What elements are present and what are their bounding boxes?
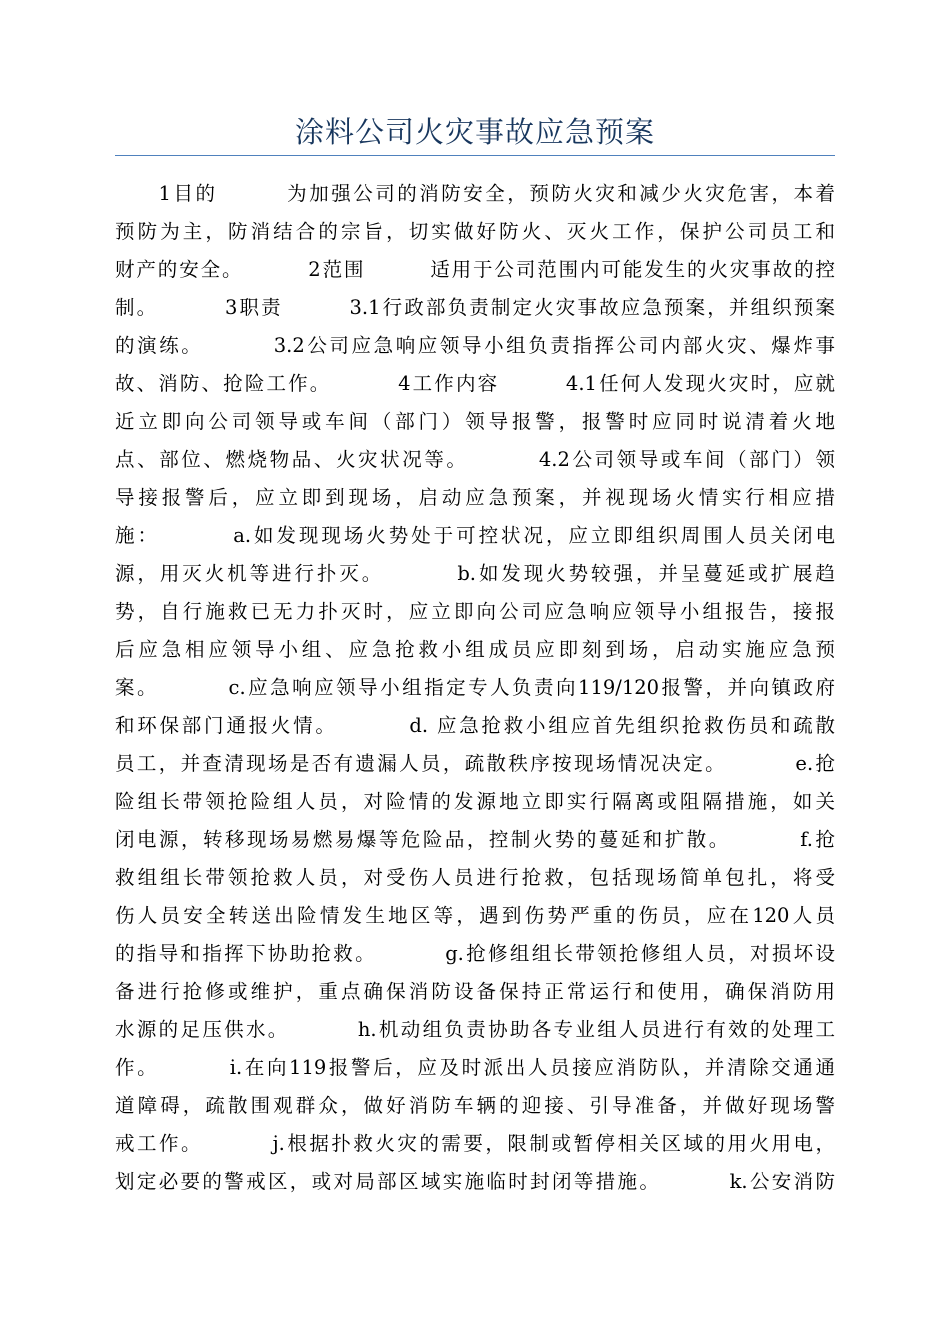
- body-line: 救组组长带领抢救人员，对受伤人员进行抢救，包括现场简单包扎，将受: [115, 866, 835, 889]
- body-line: 案。 c.应急响应领导小组指定专人负责向119/120报警，并向镇政府: [115, 676, 835, 699]
- body-line: 险组长带领抢险组人员，对险情的发源地立即实行隔离或阻隔措施，如关: [115, 790, 835, 813]
- body-line: 的指导和指挥下协助抢救。 g.抢修组组长带领抢修组人员，对损坏设: [115, 942, 835, 965]
- body-line: 近立即向公司领导或车间（部门）领导报警，报警时应同时说清着火地: [115, 410, 835, 433]
- body-line: 源，用灭火机等进行扑灭。 b.如发现火势较强，并呈蔓延或扩展趋: [115, 562, 835, 585]
- document-body: [115, 175, 835, 1201]
- body-line: 故、消防、抢险工作。 4工作内容 4.1任何人发现火灾时，应就: [115, 372, 835, 395]
- body-line: 1目的 为加强公司的消防安全，预防火灾和减少火灾危害，本着: [115, 182, 835, 205]
- body-line: 员工，并查清现场是否有遗漏人员，疏散秩序按现场情况决定。 e.抢: [115, 752, 835, 775]
- body-line: 财产的安全。 2范围 适用于公司范围内可能发生的火灾事故的控: [115, 258, 835, 281]
- body-line: 势，自行施救已无力扑灭时，应立即向公司应急响应领导小组报告，接报: [115, 600, 835, 623]
- body-line: 伤人员安全转送出险情发生地区等，遇到伤势严重的伤员，应在120人员: [115, 904, 835, 927]
- body-line: 制。 3职责 3.1行政部负责制定火灾事故应急预案，并组织预案: [115, 296, 835, 319]
- body-line: 闭电源，转移现场易燃易爆等危险品，控制火势的蔓延和扩散。 f.抢: [115, 828, 835, 851]
- body-line: 戒工作。 j.根据扑救火灾的需要，限制或暂停相关区域的用火用电，: [115, 1132, 835, 1155]
- body-line: 的演练。 3.2公司应急响应领导小组负责指挥公司内部火灾、爆炸事: [115, 334, 835, 357]
- body-line: 划定必要的警戒区，或对局部区域实施临时封闭等措施。 k.公安消防: [115, 1170, 835, 1193]
- title-underline: [115, 155, 835, 156]
- body-line: 后应急相应领导小组、应急抢救小组成员应即刻到场，启动实施应急预: [115, 638, 835, 661]
- body-line: 作。 i.在向119报警后，应及时派出人员接应消防队，并清除交通通: [115, 1056, 835, 1079]
- body-line: 水源的足压供水。 h.机动组负责协助各专业组人员进行有效的处理工: [115, 1018, 835, 1041]
- body-line: 施： a.如发现现场火势处于可控状况，应立即组织周围人员关闭电: [115, 524, 835, 547]
- body-line: 备进行抢修或维护，重点确保消防设备保持正常运行和使用，确保消防用: [115, 980, 835, 1003]
- document-title: 涂料公司火灾事故应急预案: [294, 115, 655, 149]
- body-line: 导接报警后，应立即到现场，启动应急预案，并视现场火情实行相应措: [115, 486, 835, 509]
- body-line: 道障碍，疏散围观群众，做好消防车辆的迎接、引导准备，并做好现场警: [115, 1094, 835, 1117]
- body-line: 和环保部门通报火情。 d. 应急抢救小组应首先组织抢救伤员和疏散: [115, 714, 835, 737]
- body-line: 预防为主，防消结合的宗旨，切实做好防火、灭火工作，保护公司员工和: [115, 220, 835, 243]
- body-line: 点、部位、燃烧物品、火灾状况等。 4.2公司领导或车间（部门）领: [115, 448, 835, 471]
